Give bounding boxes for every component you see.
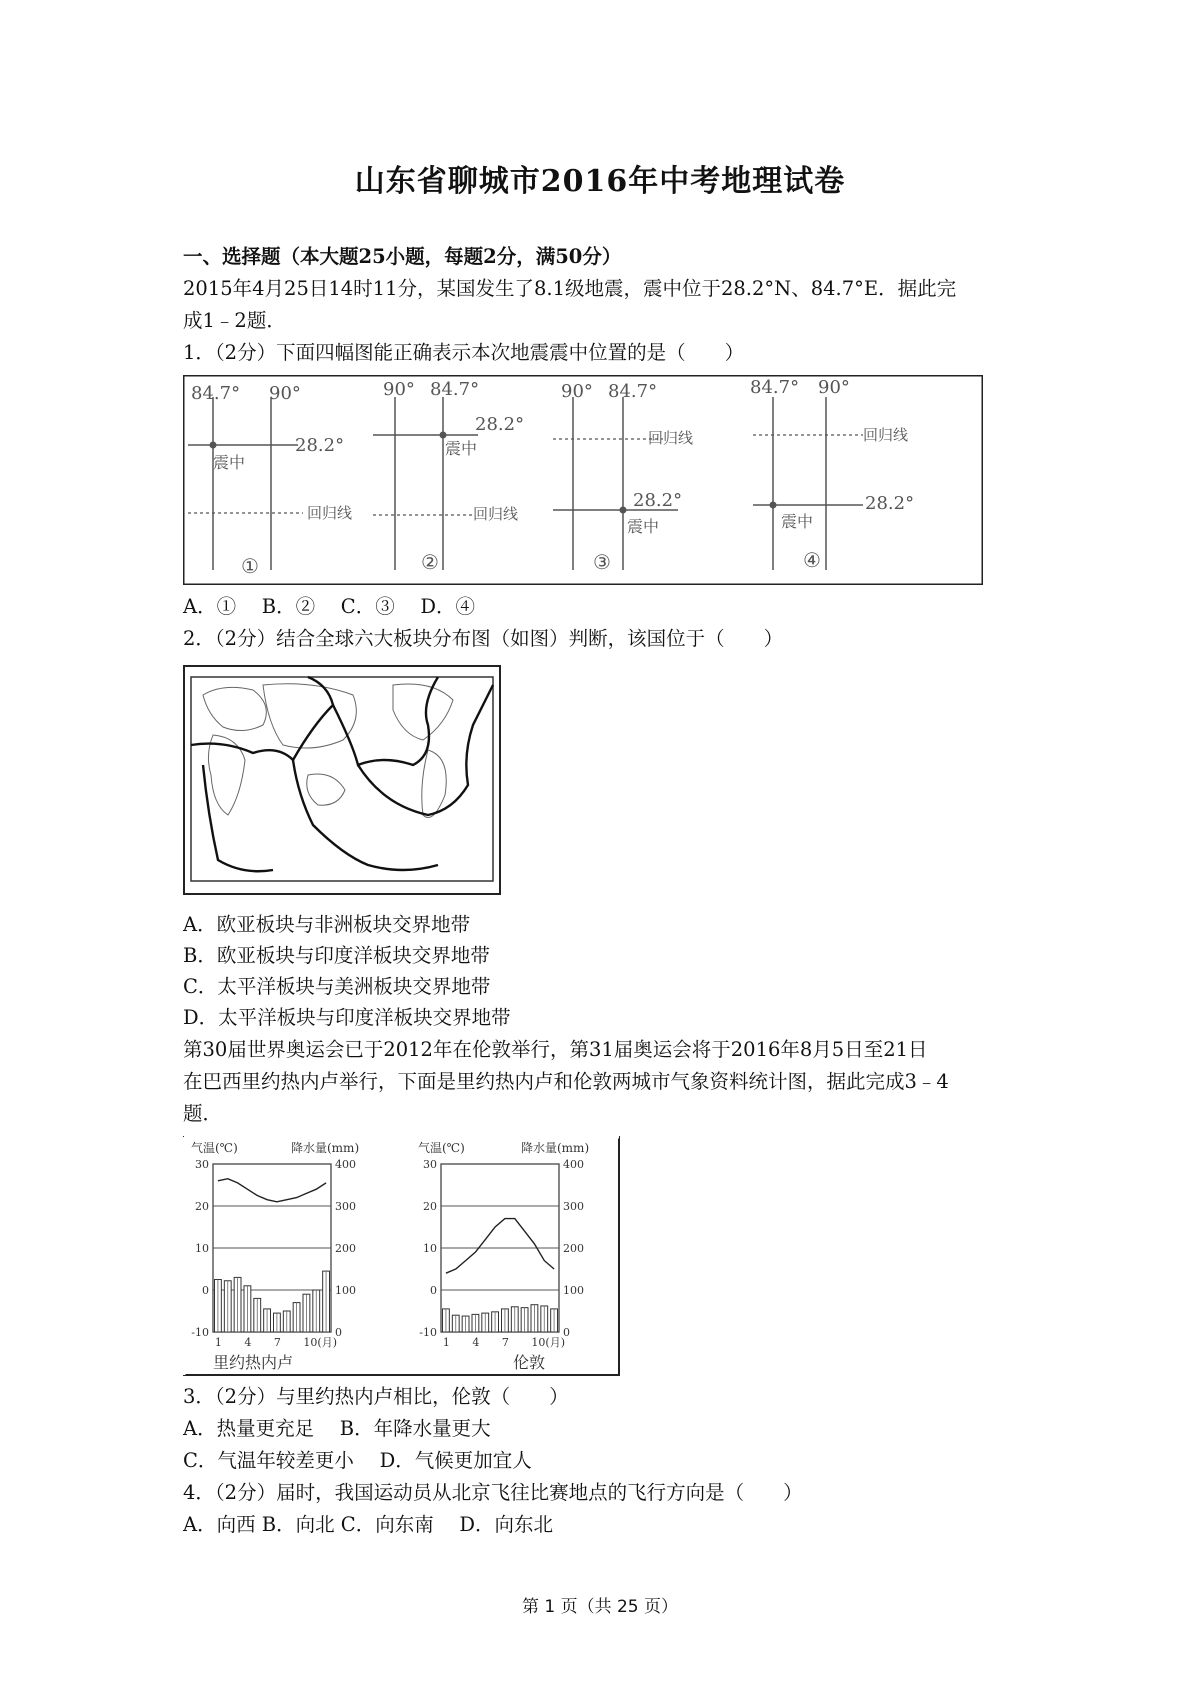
intro2-line1: 第30届世界奥运会已于2012年在伦敦举行，第31届奥运会将于2016年8月5日至21日 <box>183 1038 928 1061</box>
q1-panels <box>183 375 983 585</box>
rio-precip-tick: 100 <box>335 1284 356 1297</box>
panel-1-lon-b: 90° <box>269 383 301 404</box>
london-name: 伦敦 <box>513 1353 546 1372</box>
q3-stem: 3．（2分）与里约热内卢相比，伦敦（ ） <box>183 1385 569 1408</box>
rio-temp-tick: 30 <box>195 1158 209 1171</box>
intro2-line3: 题． <box>183 1102 223 1125</box>
rio-temp-tick: 0 <box>202 1284 209 1297</box>
panel-4-epicenter-label: 震中 <box>781 512 814 531</box>
london-precip-tick: 200 <box>563 1242 584 1255</box>
q3-options-row2: C．气温年较差更小 D．气候更加宜人 <box>183 1449 532 1472</box>
intro1-line2: 成1﹣2题． <box>183 309 286 332</box>
q1-frame <box>184 376 983 585</box>
panel-2-tropic-label: 回归线 <box>473 505 519 523</box>
london-temp-tick: 10 <box>423 1242 437 1255</box>
q2-stem: 2．（2分）结合全球六大板块分布图（如图）判断，该国位于（ ） <box>183 627 784 650</box>
plate-map-svg <box>183 665 501 895</box>
london-month-tick: 1 <box>442 1336 450 1349</box>
london-temp-tick: -10 <box>419 1326 437 1339</box>
london-month-tick: 7 <box>501 1336 509 1349</box>
page-title: 山东省聊城市2016年中考地理试卷 <box>354 164 846 199</box>
panel-3-number: ③ <box>593 550 611 574</box>
panel-1-tropic-label: 回归线 <box>307 504 353 522</box>
rio-month-tick: 1 <box>214 1336 222 1349</box>
panel-4-lat: 28.2° <box>865 493 915 514</box>
london-precip-tick: 0 <box>563 1326 570 1339</box>
panel-3-lon-b: 90° <box>561 381 593 402</box>
q1-options: A．① B．② C．③ D．④ <box>183 595 476 618</box>
rio-temp-tick: -10 <box>191 1326 209 1339</box>
london-precip-tick: 100 <box>563 1284 584 1297</box>
london-month-tick: 10(月) <box>531 1336 566 1349</box>
panel-3-epicenter-label: 震中 <box>627 517 660 536</box>
london-temp-tick: 0 <box>430 1284 437 1297</box>
rio-precip-tick: 0 <box>335 1326 342 1339</box>
panel-1-epicenter-dot <box>210 442 216 448</box>
panel-2-epicenter-dot <box>440 432 446 438</box>
panel-3-lon-a: 84.7° <box>608 381 658 402</box>
panel-4-number: ④ <box>803 548 821 572</box>
q3-options-row1: A．热量更充足 B．年降水量更大 <box>183 1417 491 1440</box>
q2-option-a: A．欧亚板块与非洲板块交界地带 <box>183 913 471 936</box>
panel-1-epicenter-label: 震中 <box>213 453 246 472</box>
panel-3-epicenter-dot <box>620 507 626 513</box>
rio-precip-tick: 200 <box>335 1242 356 1255</box>
london-temp-tick: 20 <box>423 1200 437 1213</box>
panel-4-lon-a: 84.7° <box>750 377 800 398</box>
panel-4-epicenter-dot <box>770 502 776 508</box>
rio-precip-label: 降水量(mm) <box>291 1141 360 1155</box>
london-month-tick: 4 <box>472 1336 480 1349</box>
q2-option-c: C．太平洋板块与美洲板块交界地带 <box>183 975 491 998</box>
q2-plate-map <box>183 665 501 895</box>
q4-options: A．向西 B．向北 C．向东南 D．向东北 <box>183 1513 554 1536</box>
london-precip-tick: 400 <box>563 1158 584 1171</box>
q4-stem: 4．（2分）届时，我国运动员从北京飞往比赛地点的飞行方向是（ ） <box>183 1481 803 1504</box>
panel-4-tropic-label: 回归线 <box>863 426 909 444</box>
intro2-line2: 在巴西里约热内卢举行，下面是里约热内卢和伦敦两城市气象资料统计图，据此完成3﹣4 <box>183 1070 949 1093</box>
rio-month-tick: 4 <box>244 1336 252 1349</box>
panel-2-epicenter-label: 震中 <box>445 439 478 458</box>
panel-1-lon-a: 84.7° <box>191 383 241 404</box>
panel-4-lon-b: 90° <box>818 377 850 398</box>
panel-3-tropic-label: 回归线 <box>648 429 694 447</box>
panel-2-lon-a: 84.7° <box>430 379 480 400</box>
london-temp-label: 气温(℃) <box>418 1141 465 1155</box>
panel-3-lat: 28.2° <box>633 490 683 511</box>
panel-2-number: ② <box>421 550 439 574</box>
rio-temp-tick: 10 <box>195 1242 209 1255</box>
rio-month-tick: 10(月) <box>303 1336 338 1349</box>
rio-temp-label: 气温(℃) <box>191 1141 238 1155</box>
rio-month-tick: 7 <box>273 1336 281 1349</box>
rio-precip-tick: 300 <box>335 1200 356 1213</box>
panel-1-lat: 28.2° <box>295 435 345 456</box>
london-temp-tick: 30 <box>423 1158 437 1171</box>
panel-2-lon-b: 90° <box>383 379 415 400</box>
rio-precip-tick: 400 <box>335 1158 356 1171</box>
rio-temp-tick: 20 <box>195 1200 209 1213</box>
panel-1-number: ① <box>241 554 259 578</box>
intro1-line1: 2015年4月25日14时11分，某国发生了8.1级地震，震中位于28.2°N、84.7°E．据此完 <box>183 277 957 300</box>
rio-name: 里约热内卢 <box>213 1353 294 1372</box>
climate-charts <box>183 1136 620 1376</box>
london-precip-label: 降水量(mm) <box>521 1141 590 1155</box>
q2-option-d: D．太平洋板块与印度洋板块交界地带 <box>183 1006 511 1029</box>
q2-option-b: B．欧亚板块与印度洋板块交界地带 <box>183 944 490 967</box>
london-precip-tick: 300 <box>563 1200 584 1213</box>
q1-stem: 1．（2分）下面四幅图能正确表示本次地震震中位置的是（ ） <box>183 341 745 364</box>
page-footer: 第 1 页（共 25 页） <box>521 1597 679 1617</box>
climate-charts-svg <box>183 1136 620 1376</box>
panel-2-lat: 28.2° <box>475 414 525 435</box>
q1-figure <box>183 375 983 585</box>
section-heading: 一、选择题（本大题25小题，每题2分，满50分） <box>183 245 622 268</box>
